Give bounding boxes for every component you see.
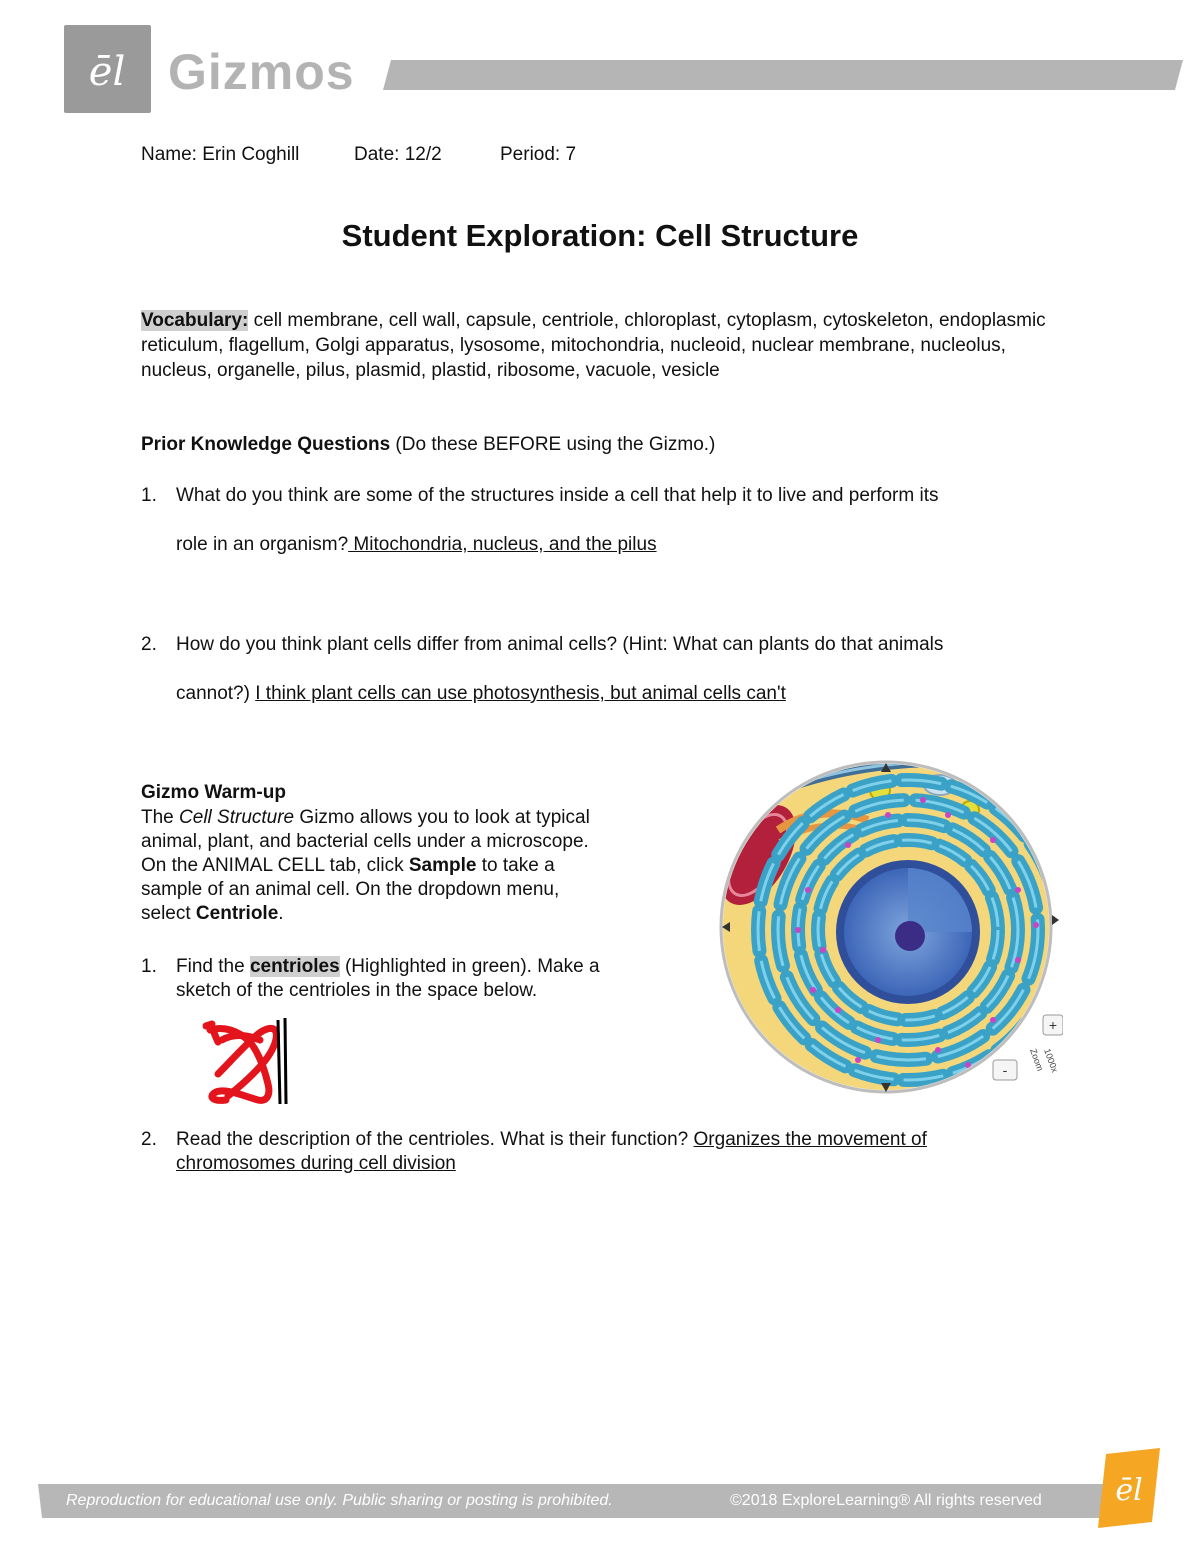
vocabulary-paragraph (141, 308, 1061, 383)
name-label: Name: (141, 144, 197, 165)
warmup-line1 (141, 806, 701, 830)
pk-q1-prompt: role in an organism? (176, 534, 349, 555)
warmup-line1-rest: Gizmo allows you to look at typical (294, 807, 590, 828)
pk-q2-prompt: cannot?) (176, 683, 250, 704)
animal-cell-image (718, 760, 1063, 1095)
zoom-label: Zoom (1028, 1047, 1046, 1073)
zoom-minus: - (1002, 1062, 1008, 1078)
warmup-line2: animal, plant, and bacterial cells under a microscope. (141, 831, 589, 852)
date-label: Date: (354, 144, 400, 165)
footer-copyright: ©2018 ExploreLearning® All rights reserved (730, 1492, 1042, 1509)
warmup-q2-prompt: Read the description of the centrioles. What is their function? (176, 1129, 689, 1150)
pk-q1-line2 (176, 533, 1056, 557)
warmup-q2-answer-1: Organizes the movement of (693, 1129, 927, 1150)
footer-el-logo (1098, 1448, 1160, 1528)
warmup-line3-a: On the ANIMAL CELL tab, click (141, 855, 409, 876)
pk-q2-line2 (176, 682, 1056, 706)
vocabulary-terms: cell membrane, cell wall, capsule, centriole, chloroplast, cytoplasm, cytoskeleton, endoplasmic reticulum, flagellum, Golgi apparatus, lysosome, mitochondria, nucleoid, nuclear membrane, nucleolus, nucleus, organelle, pilus, plasmid, plastid, ribosome, vacuole, vesicle (141, 310, 1046, 381)
header-bar (383, 60, 1183, 90)
el-logo-icon (1098, 1448, 1160, 1528)
page-title: Student Exploration: Cell Structure (341, 218, 859, 253)
date-field (354, 143, 442, 167)
warmup-line5 (141, 902, 701, 926)
warmup-line3 (141, 854, 701, 878)
warmup-gizmo-name: Cell Structure (179, 807, 295, 828)
warmup-the: The (141, 807, 180, 828)
pk-q2-answer: I think plant cells can use photosynthesis, but animal cells can't (255, 683, 786, 704)
prior-knowledge-note: (Do these BEFORE using the Gizmo.) (390, 434, 716, 455)
zoom-value: 1000x (1042, 1047, 1060, 1074)
cell-illustration (718, 760, 1063, 1095)
vocabulary-label: Vocabulary: (141, 310, 249, 331)
warmup-line5-b: . (278, 903, 284, 924)
pk-q2-number: 2. (141, 634, 157, 655)
centrioles-highlight: centrioles (249, 956, 340, 977)
warmup-q2-number: 2. (141, 1129, 157, 1150)
centriole-drawing (198, 1012, 298, 1108)
period-label: Period: (500, 144, 561, 165)
name-field (141, 143, 299, 167)
prior-knowledge-title: Prior Knowledge Questions (141, 434, 391, 455)
period-value: 7 (565, 144, 577, 165)
warmup-line4: sample of an animal cell. On the dropdown menu, (141, 879, 560, 900)
pk-q1-answer: Mitochondria, nucleus, and the pilus (348, 534, 657, 555)
name-value: Erin Coghill (202, 144, 300, 165)
logo-text: ēl (88, 49, 126, 95)
warmup-q2-answer-2: chromosomes during cell division (176, 1153, 456, 1174)
el-logo-icon (64, 25, 151, 113)
centriole-sketch (198, 1012, 298, 1108)
period-field (500, 143, 576, 167)
pk-q2-line1: How do you think plant cells differ from animal cells? (Hint: What can plants do that animals (176, 634, 944, 655)
warmup-line5-a: select (141, 903, 196, 924)
zoom-plus: + (1048, 1017, 1058, 1033)
explorelearning-logo (64, 25, 151, 113)
prior-knowledge-heading (141, 433, 715, 457)
pk-q1-line1: What do you think are some of the structures inside a cell that help it to live and perform its (176, 485, 939, 506)
centriole-keyword: Centriole (195, 903, 279, 924)
warmup-q1-line2: sketch of the centrioles in the space below. (176, 980, 538, 1001)
sample-keyword: Sample (408, 855, 477, 876)
warmup-paragraph (141, 806, 701, 926)
warmup-q1-number: 1. (141, 956, 157, 977)
warmup-q1-a: Find the (176, 956, 250, 977)
footer-logo-text: ēl (1115, 1473, 1143, 1508)
warmup-heading: Gizmo Warm-up (141, 782, 286, 803)
date-value: 12/2 (404, 144, 442, 165)
pk-q1-number: 1. (141, 485, 157, 506)
warmup-q2-text (176, 1128, 1076, 1176)
brand-name: Gizmos (168, 44, 355, 100)
warmup-q1-text (176, 955, 696, 1003)
warmup-line3-b: to take a (476, 855, 555, 876)
footer-disclaimer: Reproduction for educational use only. Public sharing or posting is prohibited. (66, 1492, 613, 1509)
warmup-q1-b: (Highlighted in green). Make a (339, 956, 600, 977)
